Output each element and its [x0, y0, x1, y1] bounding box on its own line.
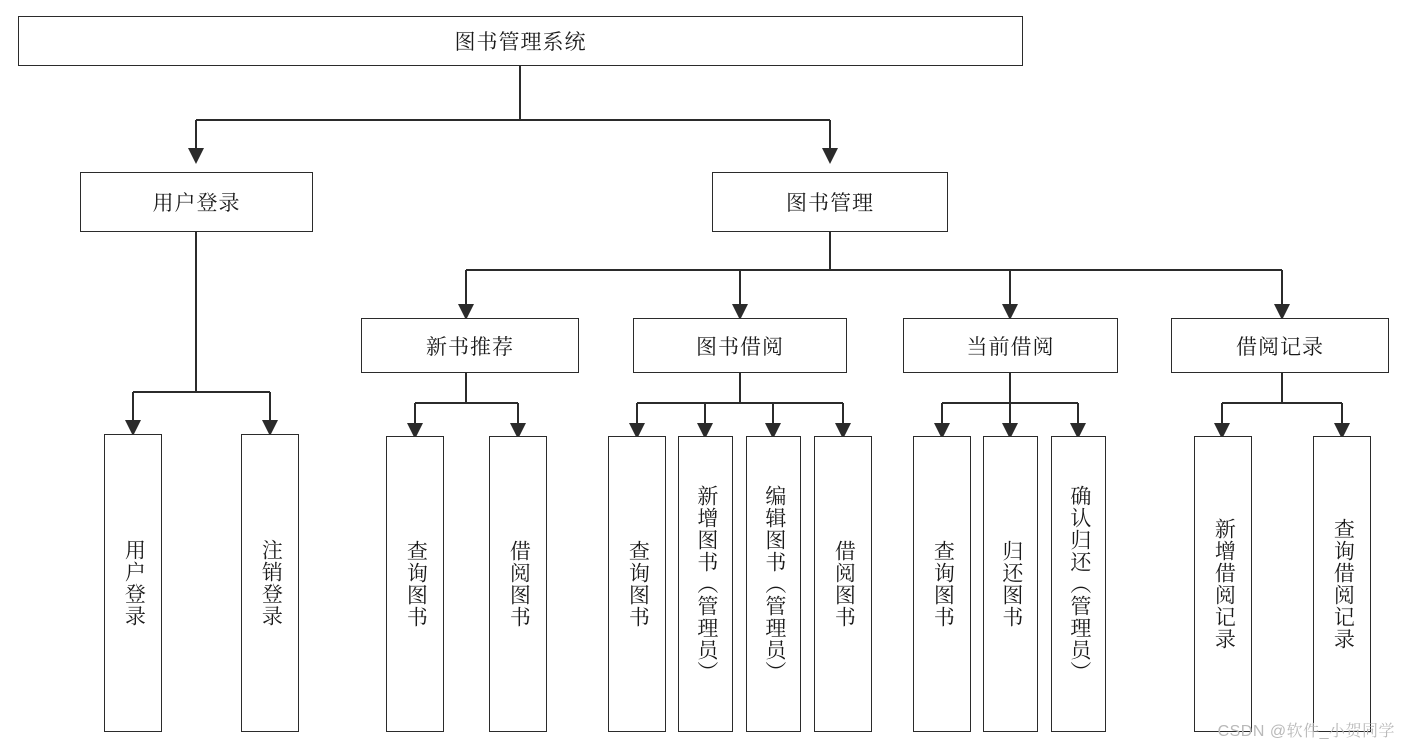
node-book-management-label: 图书管理 — [786, 192, 874, 215]
leaf-query-book-current-label: 查询图书 — [931, 540, 955, 628]
node-book-management[interactable] — [712, 172, 948, 232]
leaf-borrow-book-label: 借阅图书 — [832, 540, 856, 628]
node-new-book-recommend-label: 新书推荐 — [426, 335, 514, 359]
leaf-edit-book-admin[interactable] — [746, 436, 801, 732]
leaf-query-book-newbook[interactable] — [386, 436, 444, 732]
leaf-user-logout[interactable] — [241, 434, 299, 732]
node-borrow-record-label: 借阅记录 — [1236, 335, 1324, 359]
node-root[interactable] — [18, 16, 1023, 66]
node-user-login-label: 用户登录 — [152, 192, 241, 215]
node-borrow-record[interactable] — [1171, 318, 1389, 373]
leaf-query-book-borrow[interactable] — [608, 436, 666, 732]
node-book-borrow[interactable] — [633, 318, 847, 373]
node-current-borrow-label: 当前借阅 — [966, 335, 1055, 359]
leaf-borrow-book-newbook-label: 借阅图书 — [507, 540, 531, 628]
leaf-confirm-return-admin-label: 确认归还（管理员） — [1067, 485, 1091, 683]
leaf-add-borrow-record-label: 新增借阅记录 — [1212, 518, 1236, 650]
leaf-query-book-borrow-label: 查询图书 — [626, 540, 650, 628]
node-new-book-recommend[interactable] — [361, 318, 579, 373]
leaf-user-login[interactable] — [104, 434, 162, 732]
leaf-confirm-return-admin[interactable] — [1051, 436, 1106, 732]
leaf-query-borrow-record-label: 查询借阅记录 — [1331, 518, 1355, 650]
node-user-login[interactable] — [80, 172, 313, 232]
leaf-query-borrow-record[interactable] — [1313, 436, 1371, 732]
leaf-add-book-admin-label: 新增图书（管理员） — [694, 485, 718, 683]
leaf-return-book[interactable] — [983, 436, 1038, 732]
node-root-label: 图书管理系统 — [454, 31, 587, 54]
node-book-borrow-label: 图书借阅 — [696, 335, 784, 359]
watermark: CSDN @软件_小贺同学 — [1217, 723, 1395, 740]
leaf-query-book-current[interactable] — [913, 436, 971, 732]
leaf-user-logout-label: 注销登录 — [259, 539, 283, 627]
node-current-borrow[interactable] — [903, 318, 1118, 373]
leaf-add-book-admin[interactable] — [678, 436, 733, 732]
leaf-query-book-newbook-label: 查询图书 — [404, 540, 428, 628]
leaf-user-login-label: 用户登录 — [122, 539, 146, 627]
leaf-return-book-label: 归还图书 — [999, 540, 1023, 628]
leaf-add-borrow-record[interactable] — [1194, 436, 1252, 732]
leaf-edit-book-admin-label: 编辑图书（管理员） — [762, 485, 786, 683]
leaf-borrow-book-newbook[interactable] — [489, 436, 547, 732]
leaf-borrow-book[interactable] — [814, 436, 872, 732]
